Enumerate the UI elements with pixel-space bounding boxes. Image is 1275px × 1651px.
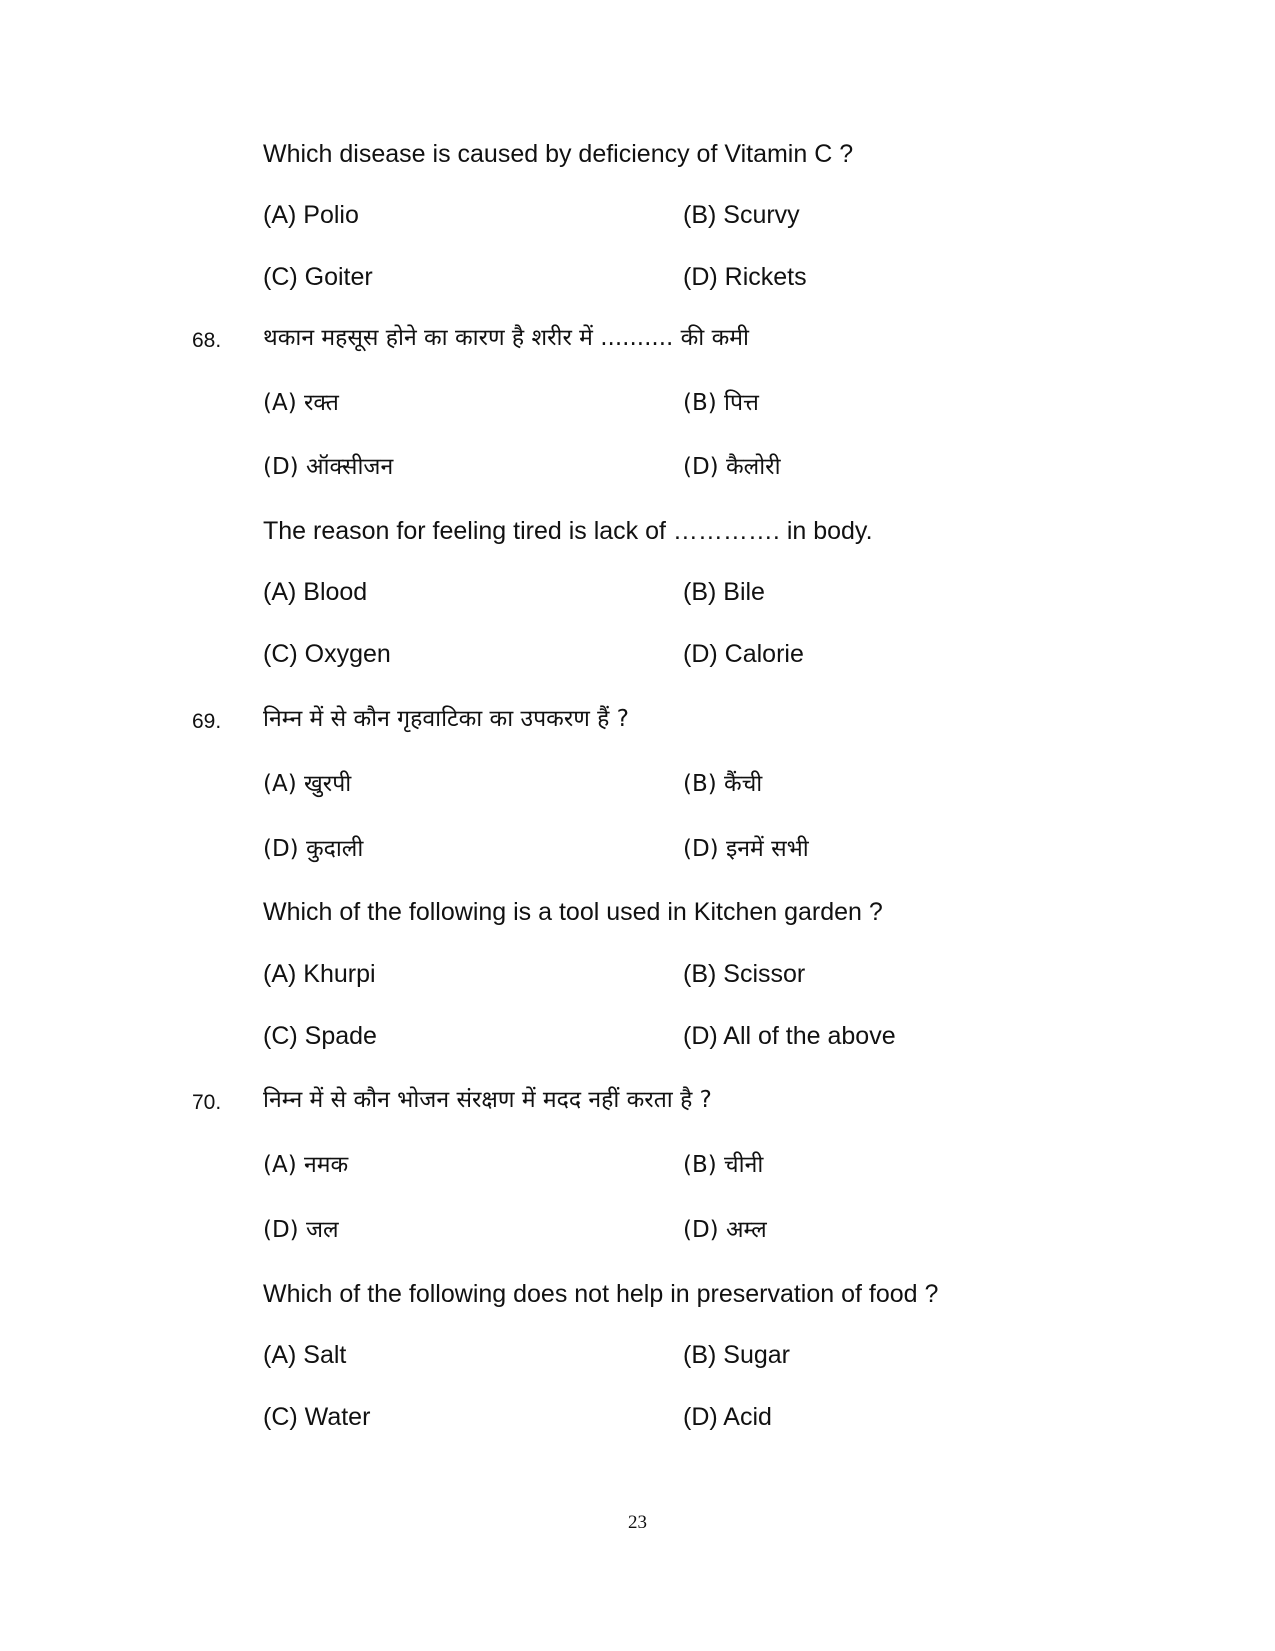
question-69-option-c-english: (C) Spade (263, 1022, 377, 1050)
question-68-option-a-english: (A) Blood (263, 578, 368, 606)
page-number: 23 (628, 1512, 647, 1533)
question-70-option-b-hindi: (B) चीनी (683, 1152, 764, 1178)
question-67-option-b-english: (B) Scurvy (683, 201, 800, 229)
question-68-stem-hindi: थकान महसूस होने का कारण है शरीर में .......... की कमी (263, 325, 749, 351)
question-67-option-c-english: (C) Goiter (263, 263, 373, 291)
question-67-option-a-english: (A) Polio (263, 201, 359, 229)
question-69-option-a-hindi: (A) खुरपी (263, 771, 352, 797)
question-67-option-d-english: (D) Rickets (683, 263, 807, 291)
question-number: 68. (192, 329, 222, 352)
question-70-option-c-english: (C) Water (263, 1403, 371, 1431)
question-number: 70. (192, 1091, 222, 1114)
question-70-option-d-english: (D) Acid (683, 1403, 772, 1431)
question-68-option-c-english: (C) Oxygen (263, 640, 391, 668)
question-70-stem-hindi: निम्न में से कौन भोजन संरक्षण में मदद नहीं करता है ? (263, 1087, 712, 1113)
question-70-option-c-hindi: (D) जल (263, 1217, 339, 1243)
question-68-option-b-hindi: (B) पित्त (683, 390, 759, 416)
question-68-option-d-hindi: (D) कैलोरी (683, 454, 781, 480)
question-number: 69. (192, 710, 222, 733)
question-69-option-a-english: (A) Khurpi (263, 960, 376, 988)
question-70-option-a-english: (A) Salt (263, 1341, 347, 1369)
question-68-option-b-english: (B) Bile (683, 578, 765, 606)
question-68-stem-english: The reason for feeling tired is lack of …………. in body. (263, 517, 873, 545)
question-69-option-c-hindi: (D) कुदाली (263, 836, 364, 862)
question-67-stem-english: Which disease is caused by deficiency of Vitamin C ? (263, 140, 854, 168)
question-69-option-b-hindi: (B) कैंची (683, 771, 763, 797)
question-69-stem-hindi: निम्न में से कौन गृहवाटिका का उपकरण हैं ? (263, 706, 629, 732)
question-69-option-d-english: (D) All of the above (683, 1022, 896, 1050)
question-68-option-d-english: (D) Calorie (683, 640, 804, 668)
question-70-option-b-english: (B) Sugar (683, 1341, 790, 1369)
question-69-option-d-hindi: (D) इनमें सभी (683, 836, 809, 862)
question-70-option-d-hindi: (D) अम्ल (683, 1217, 767, 1243)
question-70-option-a-hindi: (A) नमक (263, 1152, 349, 1178)
question-69-option-b-english: (B) Scissor (683, 960, 806, 988)
question-68-option-a-hindi: (A) रक्त (263, 390, 339, 416)
question-68-option-c-hindi: (D) ऑक्सीजन (263, 454, 394, 480)
question-69-stem-english: Which of the following is a tool used in Kitchen garden ? (263, 898, 883, 926)
question-70-stem-english: Which of the following does not help in preservation of food ? (263, 1280, 939, 1308)
